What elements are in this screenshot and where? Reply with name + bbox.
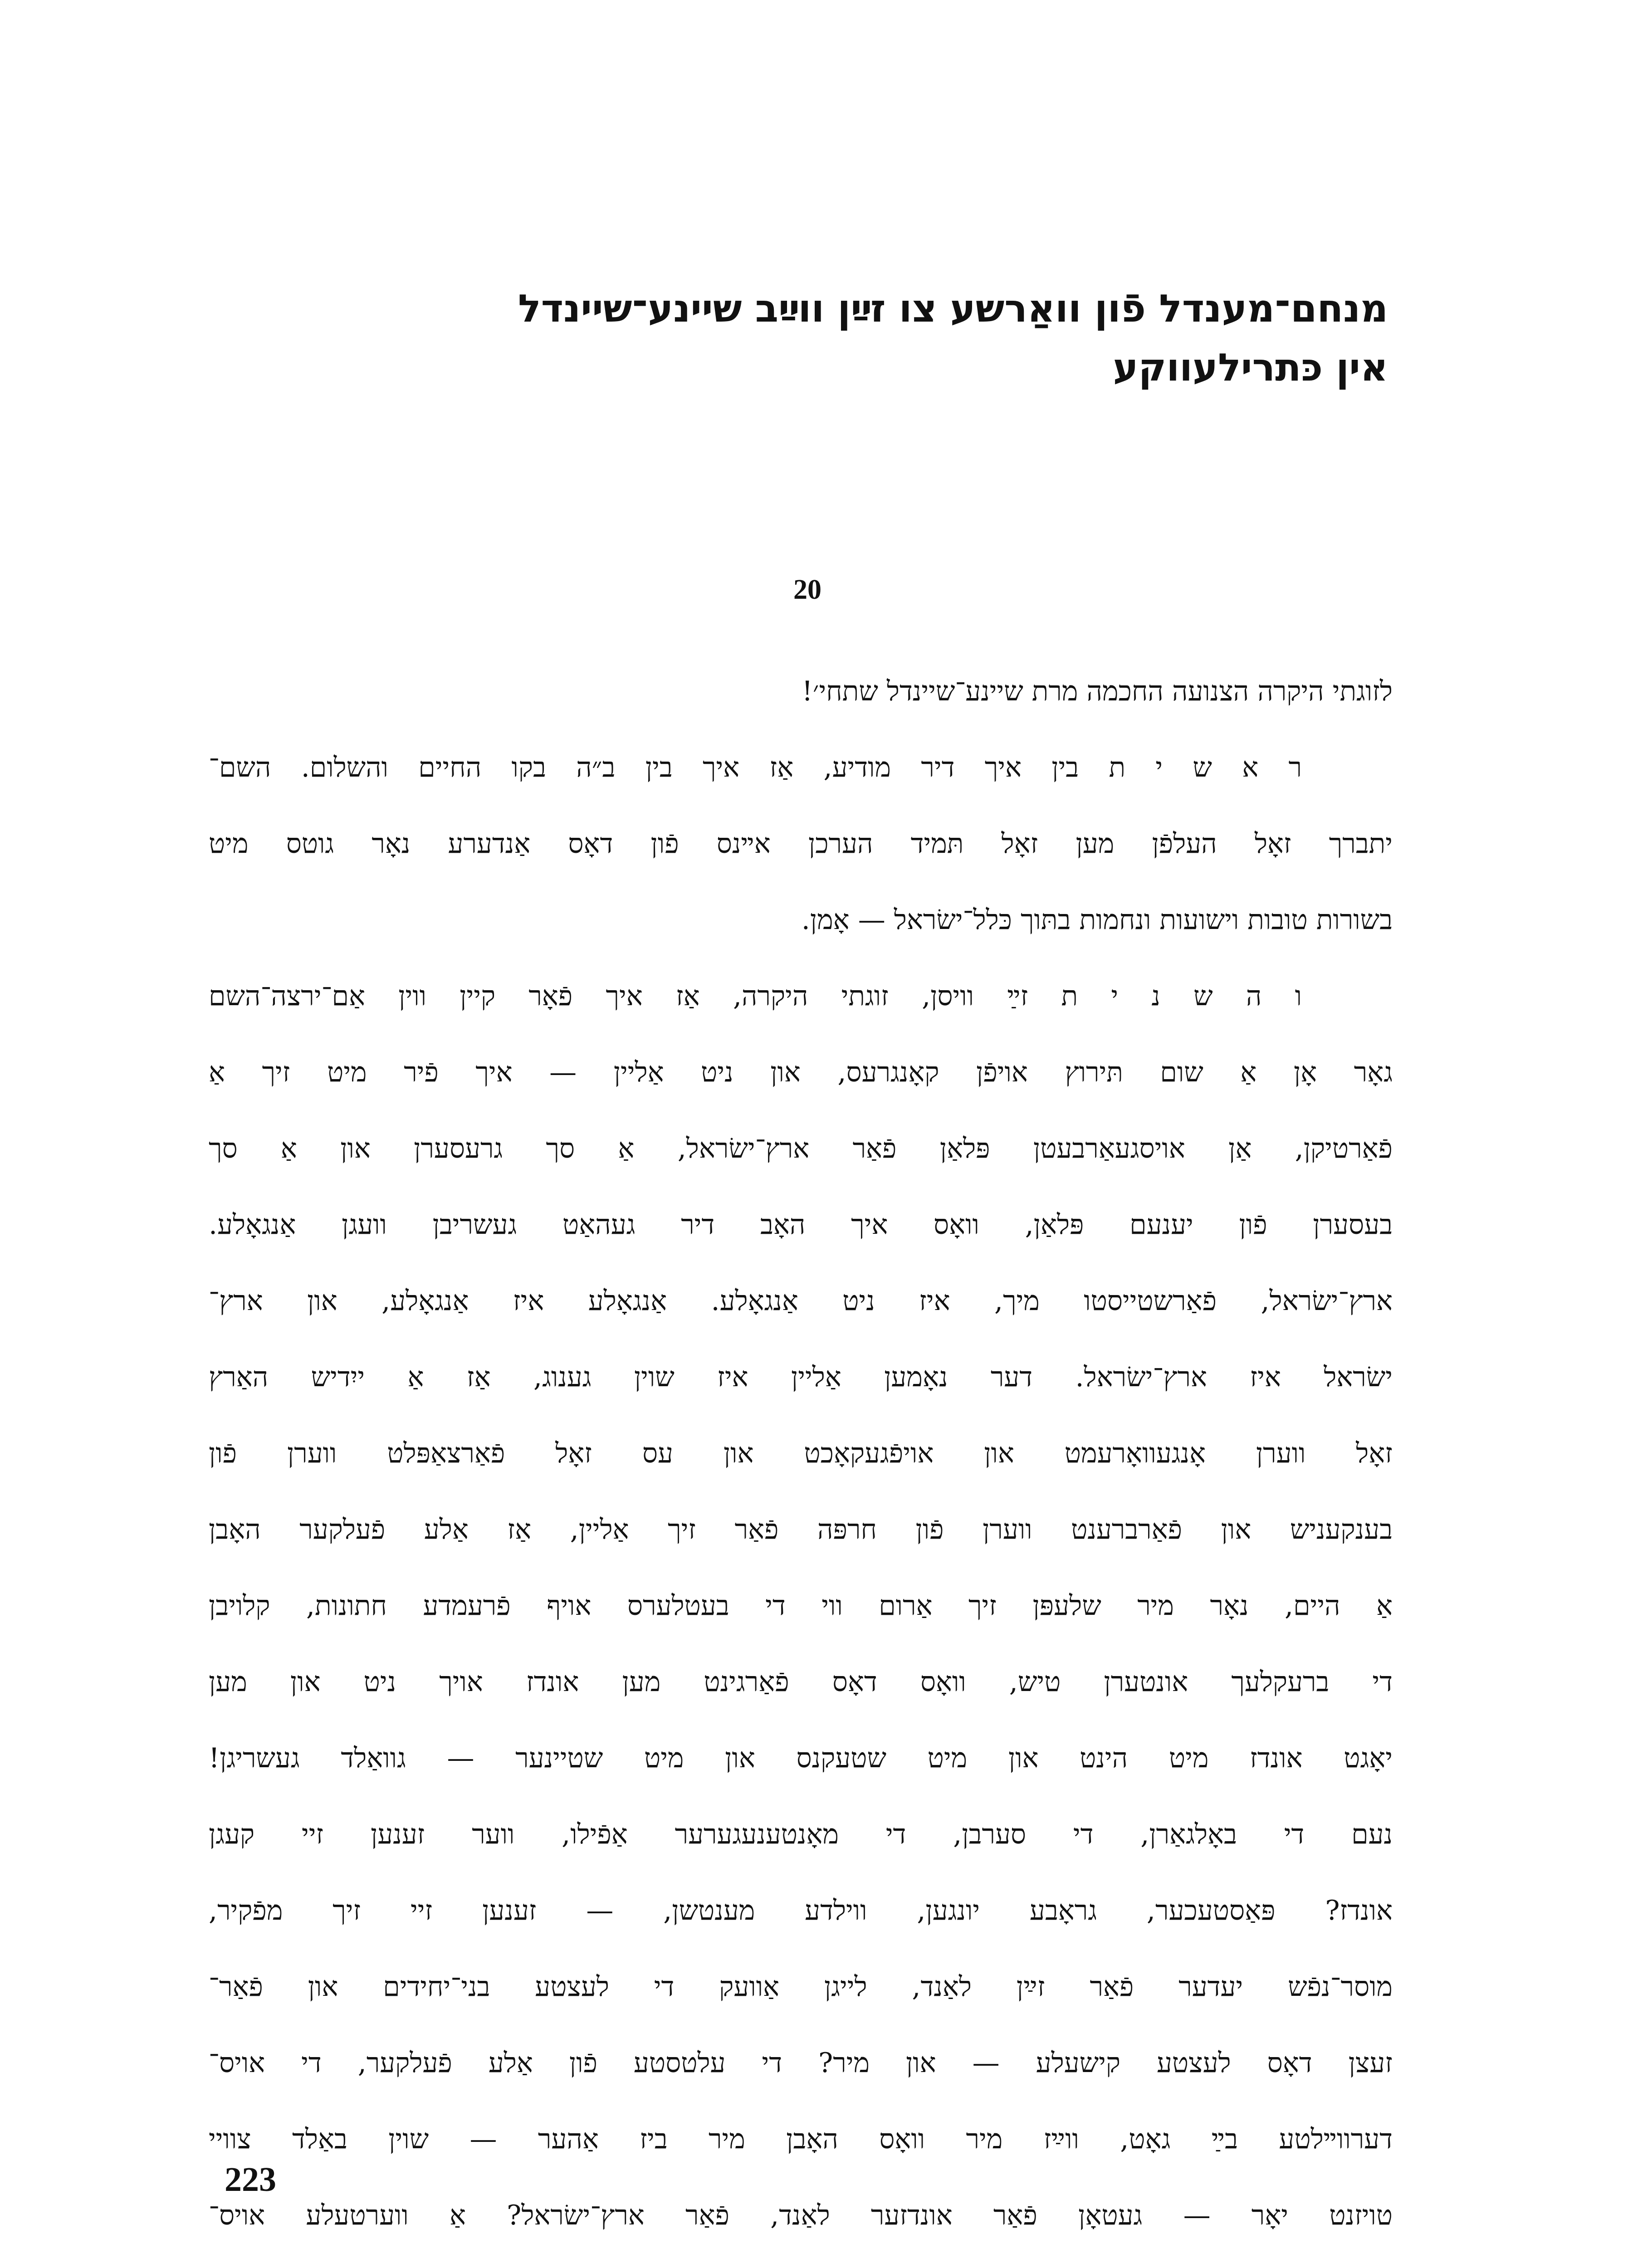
text-line: פֿאַרטיקן, אַן אויסגעאַרבעטן פּלאַן פֿאַר ארץ־ישׂראל, אַ סך גרעסערן און אַ סך xyxy=(209,1133,1393,1164)
text-line: בענקעניש און פֿאַרברענט ווערן פֿון חרפּה פֿאַר זיך אַליין, אַז אַלע פֿעלקער האָבן xyxy=(209,1514,1393,1545)
text-line xyxy=(209,2253,1393,2268)
text-line: בעסערן פֿון יענעם פּלאַן, וואָס איך האָב דיר געהאַט געשריבן וועגן אַנגאָלע. xyxy=(209,1209,1393,1241)
text-line: בשורות טובות וישועות ונחמות בתּוך כּלל־ישׂראל — אָמן. xyxy=(801,904,1393,936)
text-line: דערווײלטע בײַ גאָט, ווײַז מיר וואָס האָבן מיר ביז אַהער — שוין באַלד צוויי xyxy=(209,2123,1393,2155)
text-line: יתברך זאָל העלפֿן מען זאָל תּמיד הערכן אײנס פֿון דאָס אַנדערע נאָר גוטס מיט xyxy=(209,828,1393,860)
text-line: זעצן דאָס לעצטע קישעלע — און מיר? די עלטסטע פֿון אַלע פֿעלקער, די אויס־ xyxy=(209,2047,1393,2079)
page-title xyxy=(345,279,1388,397)
text-line: ארץ־ישׂראל, פֿאַרשטייסטו מיך, איז ניט אַנגאָלע. אַנגאָלע איז אַנגאָלע, און ארץ־ xyxy=(209,1285,1393,1317)
text-line: זאָל ווערן אָנגעוואָרעמט און אויפֿגעקאָכט און עס זאָל פֿאַרצאַפּלט ווערן פֿון xyxy=(209,1437,1393,1469)
page-number: 223 xyxy=(225,2160,276,2199)
text-line: ישׂראל איז ארץ־ישׂראל. דער נאָמען אַליין איז שוין גענוג, אַז אַ ייִדיש האַרץ xyxy=(209,1361,1393,1393)
letter-body xyxy=(209,653,1393,2268)
text-line: אַ היים, נאָר מיר שלעפּן זיך אַרום ווי די בעטלערס אויף פֿרעמדע חתונות, קלויבן xyxy=(209,1590,1393,1622)
text-line: גאָר אָן אַ שום תּירוץ אויפֿן קאָנגרעס, און ניט אַליין — איך פֿיר מיט זיך אַ xyxy=(209,1056,1393,1088)
text-line: ו ה ש נ י ת זײַ וויסן, זוגתי היקרה, אַז איך פֿאָר קיין ווין אַם־ירצה־השם xyxy=(209,980,1302,1012)
text-line: לזוגתי היקרה הצנועה החכמה מרת שיינע־שיינדל שתחי׳! xyxy=(802,675,1393,707)
text-line: מוסר־נפֿש יעדער פֿאַר זײַן לאַנד, לייגן אַוועק די לעצטע בני־יחידים און פֿאַר־ xyxy=(209,1971,1393,2003)
text-line: די ברעקלעך אונטערן טיש, וואָס דאָס פֿאַרגינט מען אונדז אויך ניט און מען xyxy=(209,1666,1393,1698)
title-line-2: אין כּתרילעווקע xyxy=(1113,345,1388,390)
text-line: יאָגט אונדז מיט הינט און מיט שטעקנס און מיט שטיינער — גוואַלד געשריגן! xyxy=(209,1742,1393,1774)
text-line: אונדז? פּאַסטעכער, גראָבע יונגען, ווילדע מענטשן, — זענען זיי זיך מפֿקיר, xyxy=(209,1895,1393,1926)
title-line-1: מנחם־מענדל פֿון וואַרשע צו זײַן ווײַב שיינע־שיינדל xyxy=(518,286,1388,331)
chapter-number: 20 xyxy=(793,574,821,605)
text-line: טויזנט יאָר — געטאָן פֿאַר אונדזער לאַנד, פֿאַר ארץ־ישׂראל? אַ ווערטעלע אויס־ xyxy=(209,2200,1393,2231)
text-line: נעם די באָלגאַרן, די סערבן, די מאָנטענעגערער אַפֿילו, ווער זענען זיי קעגן xyxy=(209,1818,1393,1850)
text-line: ר א ש י ת בין איך דיר מודיע, אַז איך בין ב״ה בקו החיים והשלום. השם־ xyxy=(209,752,1302,783)
